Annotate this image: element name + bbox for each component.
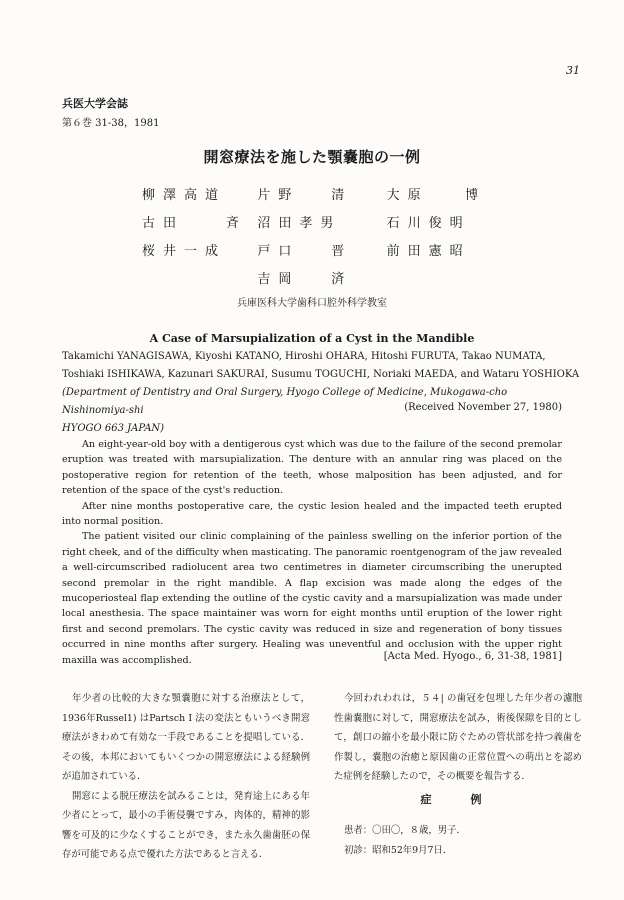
affiliation-english-line-1: (Department of Dentistry and Oral Surgery, Hyogo College of Medicine, Mukogawa-cho Nishinomiya-shi bbox=[62, 387, 508, 416]
author-name: 柳澤高道 bbox=[142, 188, 227, 203]
author-name: 清 bbox=[331, 188, 353, 203]
section-heading-case: 症 例 bbox=[420, 793, 496, 806]
author-name: 吉岡 bbox=[257, 272, 300, 287]
page-number: 31 bbox=[566, 64, 580, 77]
author-row-4 bbox=[142, 268, 502, 287]
author-name: 沼田孝男 bbox=[257, 216, 342, 231]
title-japanese: 開窓療法を施した顎嚢胞の一例 bbox=[203, 148, 421, 166]
body-paragraph: 開窓による脱圧療法を試みることは，発育途上にある年少者にとって，最小の手術侵襲ですみ，肉体的，精神的影響を可及的に少なくすることができ，また永久歯歯胚の保存が可能である点で優れた方法であると言える． bbox=[62, 790, 310, 860]
body-column-left bbox=[62, 689, 310, 865]
author-name: 戸口 bbox=[257, 244, 300, 259]
abstract-paragraph: An eight-year-old boy with a dentigerous cyst which was due to the failure of the second premolar eruption was treated with marsupialization. The denture with an annular ring was placed on the postoperative region for retention of the teeth, whose malposition has been adjusted, and for retention of the space of the cyst's reduction. bbox=[62, 439, 562, 497]
body-column-right bbox=[334, 689, 582, 787]
author-row-2 bbox=[142, 212, 502, 231]
case-patient: 患者：〇田〇，８歳，男子． bbox=[344, 825, 466, 836]
author-name: 古田 斉 bbox=[142, 216, 248, 231]
body-paragraph: 年少者の比較的大きな顎嚢胞に対する治療法として，1936年Russel1) はPartsch I 法の変法ともいうべき開窓療法がきわめて有効な一手段であることを提唱している．その後，本邦においてもいくつかの開窓療法による経験例が追加されている． bbox=[62, 693, 310, 782]
title-english: A Case of Marsupialization of a Cyst in the Mandible bbox=[149, 332, 475, 345]
author-name: 桜井一成 bbox=[142, 244, 227, 259]
received-date: (Received November 27, 1980) bbox=[404, 402, 562, 413]
author-name: 済 bbox=[331, 272, 353, 287]
author-row-3 bbox=[142, 240, 502, 259]
body-paragraph: 今回われわれは，５４| の歯冠を包埋した年少者の濾胞性歯嚢胞に対して，開窓療法を試み，術後保隙を目的として，創口の縮小を最小限に防ぐための管状部を持つ義歯を作製し，嚢胞の治癒と原因歯の正常位置への萌出とを認めた症例を経験したので，その概要を報告する． bbox=[334, 693, 582, 782]
affiliation-english-line-2: HYOGO 663 JAPAN) bbox=[62, 423, 165, 434]
author-spacer bbox=[142, 268, 257, 287]
author-row-1 bbox=[142, 184, 502, 203]
abstract-citation: [Acta Med. Hyogo., 6, 31-38, 1981] bbox=[383, 651, 562, 662]
abstract-paragraph: The patient visited our clinic complaining of the painless swelling on the inferior portion of the right cheek, and of the difficulty when masticating. The panoramic roentgenogram of the jaw revealed a well-circumscribed radiolucent area two centimetres in diameter circumscribing the unerupted second premolar in the right mandible. A flap excision was made along the edges of the mucoperiosteal flap extending the outline of the cystic cavity and a marsupialization was made under local anesthesia. The space maintainer was worn for eight months until eruption of the lower right first and second premolars. The cystic cavity was reduced in size and regeneration of bony tissues occurred in nine months after surgery. Healing was uneventful and occlusion with the upper right maxilla was accomplished. bbox=[62, 531, 562, 666]
affiliation-japanese: 兵庫医科大学歯科口腔外科学教室 bbox=[237, 298, 387, 309]
author-name: 前田憲昭 bbox=[386, 244, 471, 259]
abstract-paragraph: After nine months postoperative care, the cystic lesion healed and the impacted teeth erupted into normal position. bbox=[62, 500, 562, 528]
case-first-visit: 初診：昭和52年9月7日． bbox=[344, 845, 453, 856]
author-name: 大原 bbox=[386, 188, 429, 203]
journal-citation: 第６巻 31-38，1981 bbox=[62, 118, 160, 129]
abstract bbox=[62, 437, 562, 668]
author-name: 博 bbox=[465, 188, 487, 203]
author-name: 石川俊明 bbox=[386, 216, 471, 231]
author-name: 片野 bbox=[257, 188, 300, 203]
authors-english-line-1: Takamichi YANAGISAWA, Kiyoshi KATANO, Hiroshi OHARA, Hitoshi FURUTA, Takao NUMATA, bbox=[62, 351, 546, 362]
authors-english-line-2: Toshiaki ISHIKAWA, Kazunari SAKURAI, Susumu TOGUCHI, Noriaki MAEDA, and Wataru YOSHIOKA bbox=[62, 369, 580, 380]
author-name: 晋 bbox=[331, 244, 353, 259]
journal-name: 兵医大学会誌 bbox=[62, 97, 128, 110]
